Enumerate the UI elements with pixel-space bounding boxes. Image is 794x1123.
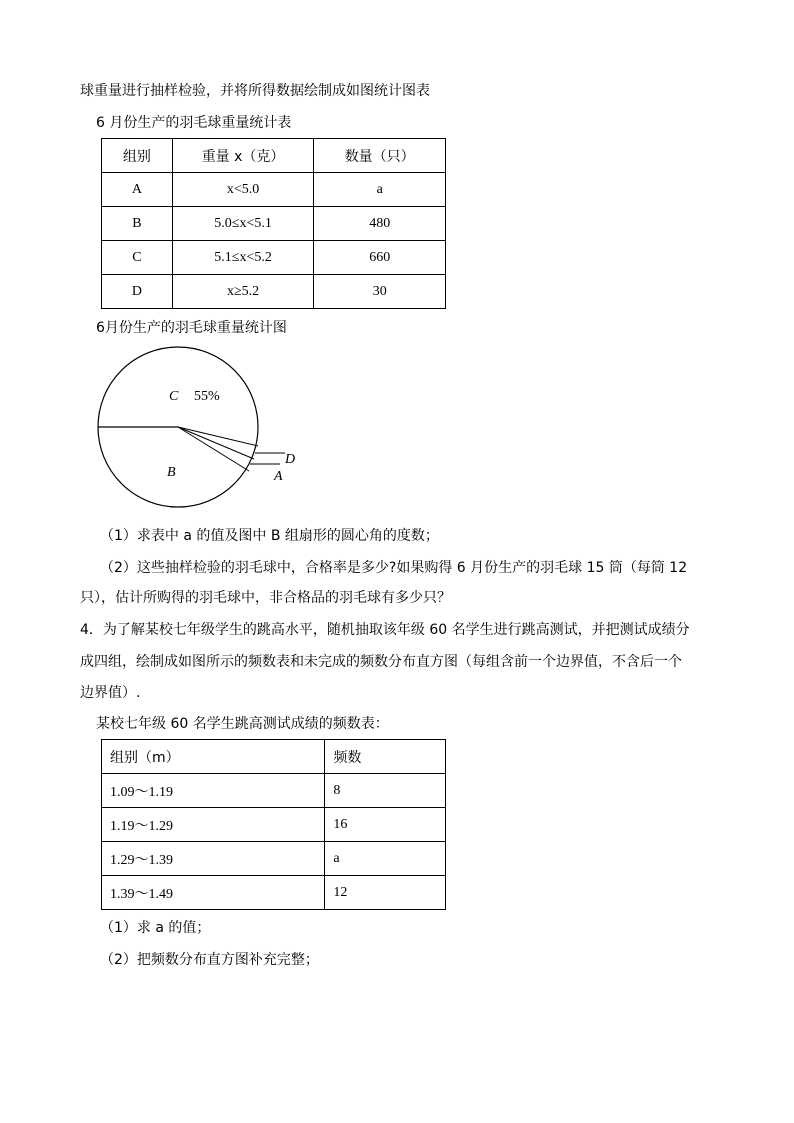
table1-title: 6 月份生产的羽毛球重量统计表	[96, 115, 292, 131]
weight-table	[101, 138, 446, 309]
pie-label-b: B	[167, 465, 176, 480]
q4-line3: 边界值）.	[80, 685, 141, 701]
table-cell: 1.19～1.29	[102, 808, 325, 842]
table-cell: a	[314, 173, 446, 207]
q4-table-title: 某校七年级 60 名学生跳高测试成绩的频数表：	[96, 716, 389, 732]
table-cell: 5.1≤x<5.2	[172, 241, 314, 275]
pie-boundary-da	[178, 427, 254, 459]
header-cell: 组别（m）	[102, 740, 325, 774]
table-cell: 1.39～1.49	[102, 876, 325, 910]
q3-sub1: （1）求表中 a 的值及图中 B 组扇形的圆心角的度数；	[100, 528, 439, 544]
table-row	[102, 842, 446, 876]
table-cell: 660	[314, 241, 446, 275]
pie-boundary-bd	[178, 427, 258, 446]
table-row	[102, 173, 446, 207]
table-row	[102, 774, 446, 808]
intro-line: 球重量进行抽样检验，并将所得数据绘制成如图统计图表	[80, 83, 430, 99]
table-cell: B	[102, 207, 173, 241]
q4-sub1: （1）求 a 的值；	[100, 920, 211, 936]
table-header-row	[102, 139, 446, 173]
table-cell: 12	[325, 876, 446, 910]
header-cell: 数量（只）	[314, 139, 446, 173]
table-cell: 30	[314, 275, 446, 309]
q3-sub2-line2: 只），估计所购得的羽毛球中，非合格品的羽毛球有多少只？	[80, 590, 451, 606]
table-row	[102, 876, 446, 910]
jump-frequency-table	[101, 739, 446, 910]
pie-label-c-pct: 55%	[194, 389, 220, 404]
header-cell: 频数	[325, 740, 446, 774]
table-cell: 480	[314, 207, 446, 241]
table-cell: 1.29～1.39	[102, 842, 325, 876]
q4-line2: 成四组，绘制成如图所示的频数表和未完成的频数分布直方图（每组含前一个边界值，不含后一个	[80, 654, 682, 670]
table-cell: x<5.0	[172, 173, 314, 207]
table-cell: C	[102, 241, 173, 275]
pie-label-c: C	[169, 389, 179, 404]
q3-sub2-line1: （2）这些抽样检验的羽毛球中，合格率是多少?如果购得 6 月份生产的羽毛球 15 筒（每筒 12	[100, 560, 688, 576]
table-cell: 8	[325, 774, 446, 808]
table-row	[102, 207, 446, 241]
q4-sub2: （2）把频数分布直方图补充完整；	[100, 952, 319, 968]
table-row	[102, 241, 446, 275]
pie-label-a: A	[274, 469, 283, 484]
pie-label-d: D	[285, 452, 296, 467]
table-cell: a	[325, 842, 446, 876]
table-cell: 16	[325, 808, 446, 842]
table-row	[102, 808, 446, 842]
table-cell: D	[102, 275, 173, 309]
table-cell: 1.09～1.19	[102, 774, 325, 808]
pie-chart	[90, 340, 410, 520]
header-cell: 组别	[102, 139, 173, 173]
table-cell: 5.0≤x<5.1	[172, 207, 314, 241]
q4-line1: 4．为了解某校七年级学生的跳高水平，随机抽取该年级 60 名学生进行跳高测试，并把测试成绩分	[80, 622, 690, 638]
table-cell: A	[102, 173, 173, 207]
table-cell: x≥5.2	[172, 275, 314, 309]
pie-boundary-ab	[178, 427, 249, 471]
header-cell: 重量 x（克）	[172, 139, 314, 173]
table-row	[102, 275, 446, 309]
table-header-row	[102, 740, 446, 774]
pie-title: 6月份生产的羽毛球重量统计图	[96, 320, 287, 336]
